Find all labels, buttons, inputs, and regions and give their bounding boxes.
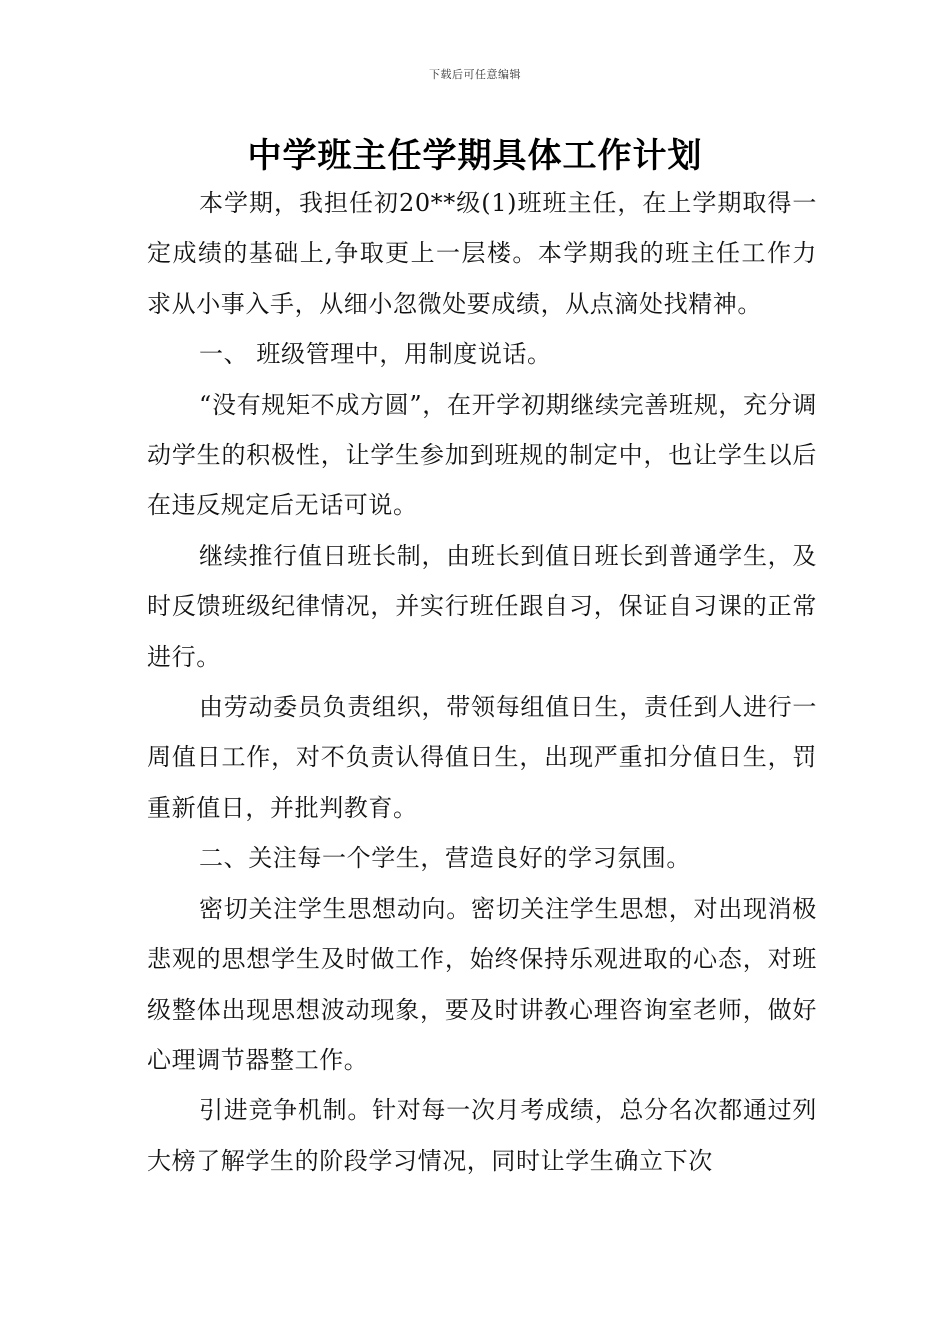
header-note: 下载后可任意编辑: [429, 68, 521, 81]
paragraph-duty-monitor: 继续推行值日班长制，由班长到值日班长到普通学生，及时反馈班级纪律情况，并实行班任跟自习，保证自习课的正常进行。: [147, 541, 817, 671]
document-title: 中学班主任学期具体工作计划: [247, 136, 703, 176]
intro-paragraph: 本学期，我担任初20**级(1)班班主任，在上学期取得一定成绩的基础上,争取更上一层楼。本学期我的班主任工作力求从小事入手，从细小忽微处要成绩，从点滴处找精神。: [147, 189, 817, 318]
section-heading-1: 一、 班级管理中，用制度说话。: [199, 340, 552, 369]
paragraph-labor-duty: 由劳动委员负责组织，带领每组值日生，责任到人进行一周值日工作，对不负责认得值日生，出现严重扣分值日生，罚重新值日，并批判教育。: [147, 693, 817, 822]
paragraph-class-rules: “没有规矩不成方圆”，在开学初期继续完善班规，充分调动学生的积极性，让学生参加到班规的制定中，也让学生以后在违反规定后无话可说。: [147, 390, 817, 520]
section-heading-2: 二、关注每一个学生，营造良好的学习氛围。: [199, 844, 691, 873]
paragraph-competition: 引进竞争机制。针对每一次月考成绩，总分名次都通过列大榜了解学生的阶段学习情况，同时让学生确立下次: [147, 1096, 817, 1175]
paragraph-student-thoughts: 密切关注学生思想动向。密切关注学生思想，对出现消极悲观的思想学生及时做工作，始终保持乐观进取的心态，对班级整体出现思想波动现象，要及时讲教心理咨询室老师，做好心理调节器整工作。: [147, 894, 817, 1074]
document-body: [147, 178, 817, 1186]
